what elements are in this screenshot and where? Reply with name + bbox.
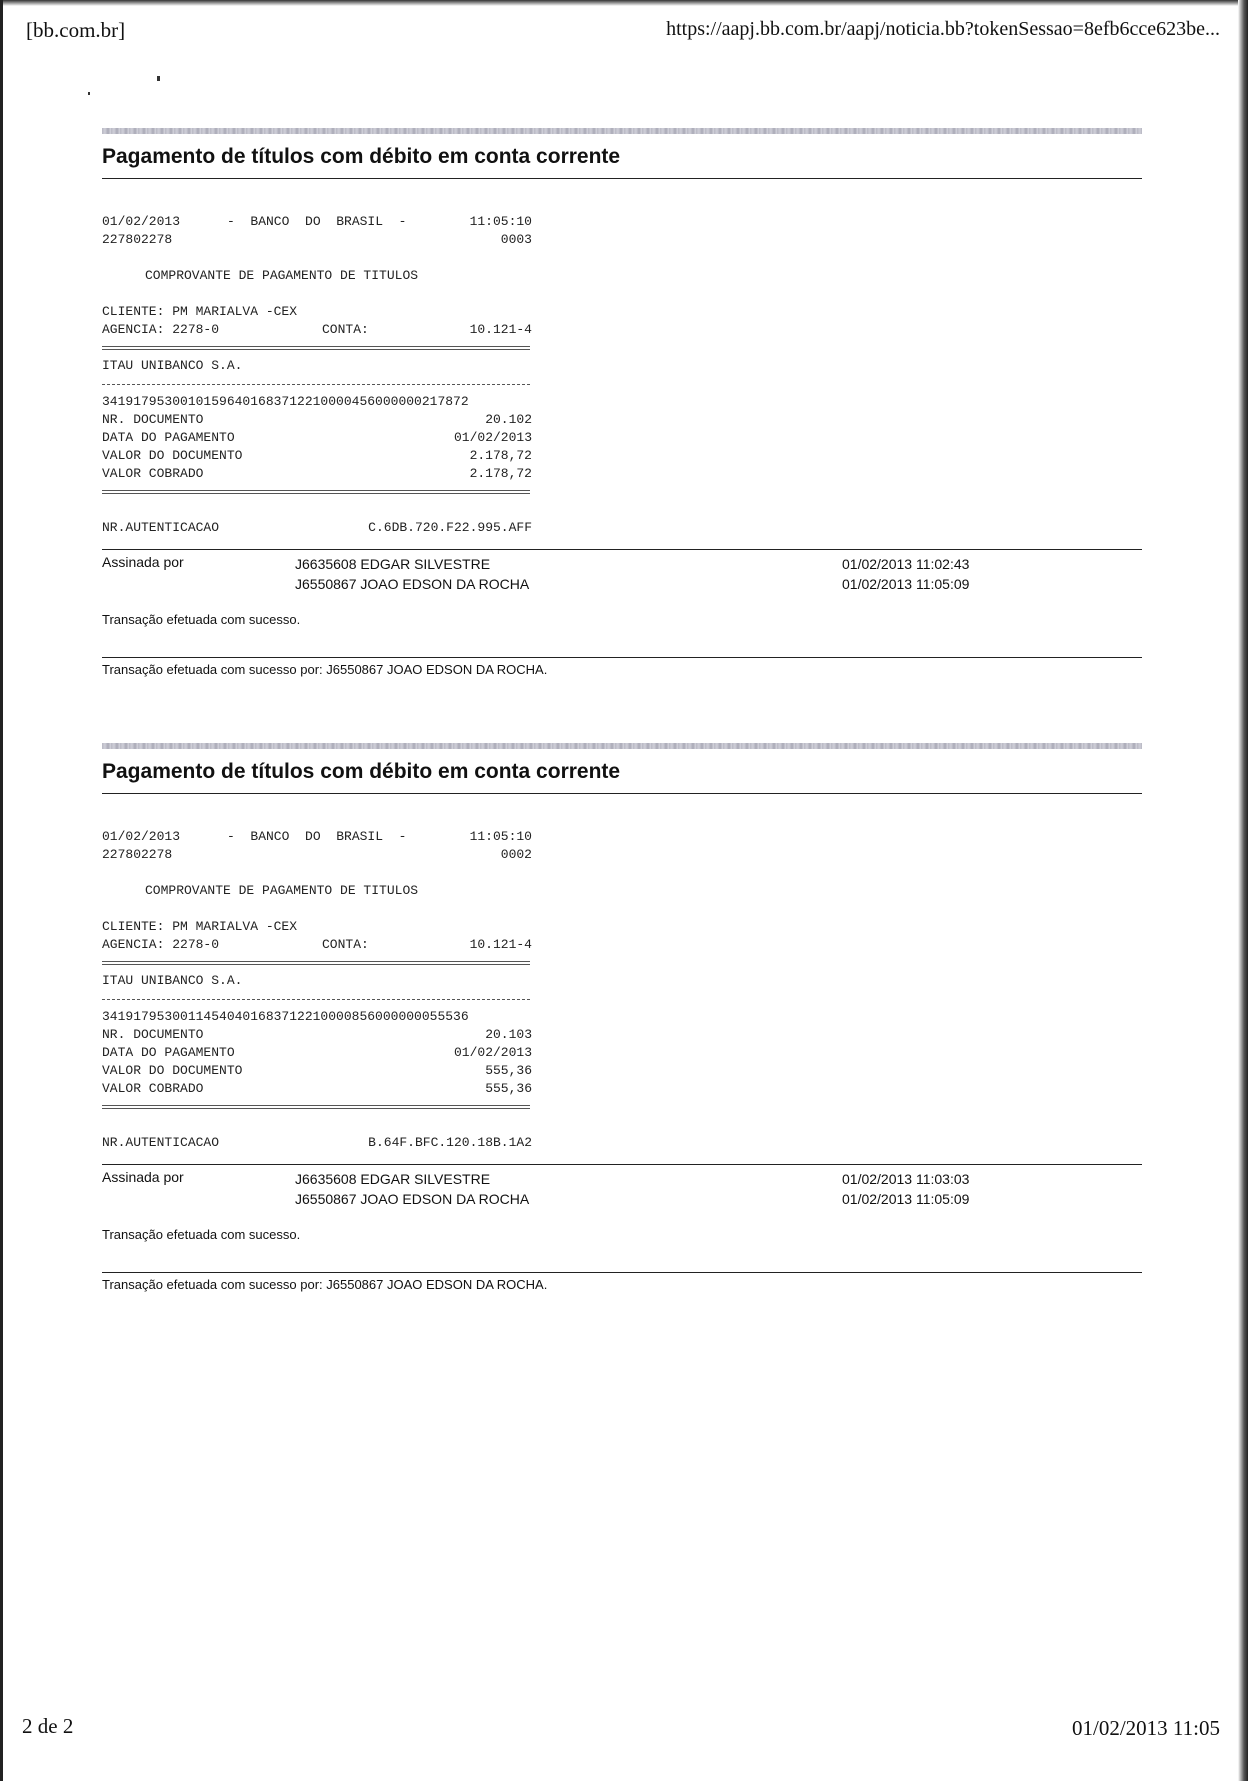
print-header-site: [bb.com.br] xyxy=(26,18,126,42)
signer-names xyxy=(295,1169,529,1209)
signer-2: J6550867 JOAO EDSON DA ROCHA xyxy=(295,576,530,592)
payment-date-label: DATA DO PAGAMENTO xyxy=(102,1045,235,1060)
signature-dates xyxy=(842,554,969,594)
signature-date-1: 01/02/2013 11:02:43 xyxy=(842,556,970,572)
receipt-section xyxy=(102,743,1142,1297)
payment-date-value: 01/02/2013 xyxy=(453,430,532,445)
receipt-terminal: 227802278 xyxy=(102,232,173,247)
receipt-payee-bank: ITAU UNIBANCO S.A. xyxy=(102,358,243,373)
receipt-payee-row xyxy=(102,357,532,375)
receipt-account-value: 10.121-4 xyxy=(469,322,532,337)
charged-value-amount: 2.178,72 xyxy=(469,466,532,481)
receipt-docvalue-row xyxy=(102,447,532,465)
receipt-sequence: 0003 xyxy=(500,232,532,247)
charged-value-amount: 555,36 xyxy=(485,1081,532,1096)
signature-date-1: 01/02/2013 11:03:03 xyxy=(842,1171,970,1187)
receipt-docvalue-row xyxy=(102,1062,532,1080)
authentication-code: B.64F.BFC.120.18B.1A2 xyxy=(368,1135,532,1150)
scan-speck xyxy=(88,92,90,95)
receipt-barcode-row xyxy=(102,1008,532,1026)
section-title: Pagamento de títulos com débito em conta corrente xyxy=(102,760,621,783)
signer-1: J6635608 EDGAR SILVESTRE xyxy=(295,556,491,572)
signer-names xyxy=(295,554,529,594)
charged-value-label: VALOR COBRADO xyxy=(102,466,204,481)
scan-speck xyxy=(157,76,160,81)
section-divider-bar xyxy=(102,743,1142,749)
authentication-code: C.6DB.720.F22.995.AFF xyxy=(368,520,532,535)
signature-date-2: 01/02/2013 11:05:09 xyxy=(842,576,970,592)
signature-date-2: 01/02/2013 11:05:09 xyxy=(842,1191,970,1207)
receipt-barcode-number: 34191795300114540401683712210000856000000055536 xyxy=(102,1009,469,1024)
receipt-account-value: 10.121-4 xyxy=(469,937,532,952)
receipt-sequence: 0002 xyxy=(500,847,532,862)
payment-date-label: DATA DO PAGAMENTO xyxy=(102,430,235,445)
section-divider-bar xyxy=(102,128,1142,134)
receipt-heading: COMPROVANTE DE PAGAMENTO DE TITULOS xyxy=(145,883,419,898)
receipt-barcode-row xyxy=(102,393,532,411)
payment-date-value: 01/02/2013 xyxy=(453,1045,532,1060)
receipt-time: 11:05:10 xyxy=(469,829,532,844)
title-rule xyxy=(102,178,1142,179)
receipt-agency: AGENCIA: 2278-0 xyxy=(102,322,220,337)
transaction-status-by: Transação efetuada com sucesso por: J6550867 JOAO EDSON DA ROCHA. xyxy=(102,1272,1142,1297)
document-value-amount: 555,36 xyxy=(485,1063,532,1078)
receipt-paydate-row xyxy=(102,429,532,447)
receipt-header-row xyxy=(102,213,532,231)
double-rule xyxy=(102,954,532,972)
receipt-account-row xyxy=(102,936,532,954)
receipt-terminal-row xyxy=(102,231,532,249)
document-number-value: 20.102 xyxy=(485,412,532,427)
dashed-rule xyxy=(102,990,532,1008)
receipt-auth-row xyxy=(102,519,532,537)
receipt-charged-row xyxy=(102,1080,532,1098)
receipt-document-row xyxy=(102,411,532,429)
receipt-client-row xyxy=(102,303,532,321)
receipt-client-row xyxy=(102,918,532,936)
authentication-label: NR.AUTENTICACAO xyxy=(102,1135,220,1150)
receipt-account-label: CONTA: xyxy=(322,937,369,952)
receipt-terminal: 227802278 xyxy=(102,847,173,862)
receipt-heading-row xyxy=(102,882,532,900)
receipt-time: 11:05:10 xyxy=(469,214,532,229)
document-value-label: VALOR DO DOCUMENTO xyxy=(102,448,243,463)
receipt-bank-name: - BANCO DO BRASIL - xyxy=(227,829,407,844)
receipt-charged-row xyxy=(102,465,532,483)
signature-block xyxy=(102,549,1142,600)
receipt-body xyxy=(102,213,532,537)
receipt-date: 01/02/2013 xyxy=(102,214,181,229)
print-footer-page: 2 de 2 xyxy=(22,1714,74,1738)
receipt-body xyxy=(102,828,532,1152)
receipt-account-label: CONTA: xyxy=(322,322,369,337)
receipt-client: CLIENTE: PM MARIALVA -CEX xyxy=(102,919,298,934)
document-number-value: 20.103 xyxy=(485,1027,532,1042)
transaction-status-by: Transação efetuada com sucesso por: J6550867 JOAO EDSON DA ROCHA. xyxy=(102,657,1142,682)
receipt-paydate-row xyxy=(102,1044,532,1062)
title-rule xyxy=(102,793,1142,794)
transaction-status: Transação efetuada com sucesso. xyxy=(102,612,301,627)
signer-1: J6635608 EDGAR SILVESTRE xyxy=(295,1171,491,1187)
document-value-amount: 2.178,72 xyxy=(469,448,532,463)
scan-edge-left xyxy=(0,0,3,1781)
receipt-client: CLIENTE: PM MARIALVA -CEX xyxy=(102,304,298,319)
receipt-heading-row xyxy=(102,267,532,285)
receipt-section xyxy=(102,128,1142,682)
receipt-document-row xyxy=(102,1026,532,1044)
receipt-barcode-number: 34191795300101596401683712210000456000000217872 xyxy=(102,394,469,409)
signer-2: J6550867 JOAO EDSON DA ROCHA xyxy=(295,1191,530,1207)
receipt-terminal-row xyxy=(102,846,532,864)
document-value-label: VALOR DO DOCUMENTO xyxy=(102,1063,243,1078)
dashed-rule xyxy=(102,375,532,393)
signature-block xyxy=(102,1164,1142,1215)
transaction-status: Transação efetuada com sucesso. xyxy=(102,1227,301,1242)
receipt-heading: COMPROVANTE DE PAGAMENTO DE TITULOS xyxy=(145,268,419,283)
document-number-label: NR. DOCUMENTO xyxy=(102,1027,204,1042)
receipt-header-row xyxy=(102,828,532,846)
signed-by-label: Assinada por xyxy=(102,554,184,570)
section-title: Pagamento de títulos com débito em conta corrente xyxy=(102,145,621,168)
double-rule xyxy=(102,483,532,501)
receipt-payee-bank: ITAU UNIBANCO S.A. xyxy=(102,973,243,988)
double-rule xyxy=(102,1098,532,1116)
scan-edge-right xyxy=(1238,0,1248,1781)
charged-value-label: VALOR COBRADO xyxy=(102,1081,204,1096)
receipt-account-row xyxy=(102,321,532,339)
signed-by-label: Assinada por xyxy=(102,1169,184,1185)
signature-dates xyxy=(842,1169,969,1209)
scan-edge-top xyxy=(0,0,1248,6)
document-number-label: NR. DOCUMENTO xyxy=(102,412,204,427)
authentication-label: NR.AUTENTICACAO xyxy=(102,520,220,535)
double-rule xyxy=(102,339,532,357)
receipt-date: 01/02/2013 xyxy=(102,829,181,844)
print-header-url: https://aapj.bb.com.br/aapj/noticia.bb?tokenSessao=8efb6cce623be... xyxy=(666,18,1220,40)
print-footer-datetime: 01/02/2013 11:05 xyxy=(1072,1716,1220,1740)
receipt-agency: AGENCIA: 2278-0 xyxy=(102,937,220,952)
receipt-auth-row xyxy=(102,1134,532,1152)
receipt-bank-name: - BANCO DO BRASIL - xyxy=(227,214,407,229)
receipt-payee-row xyxy=(102,972,532,990)
